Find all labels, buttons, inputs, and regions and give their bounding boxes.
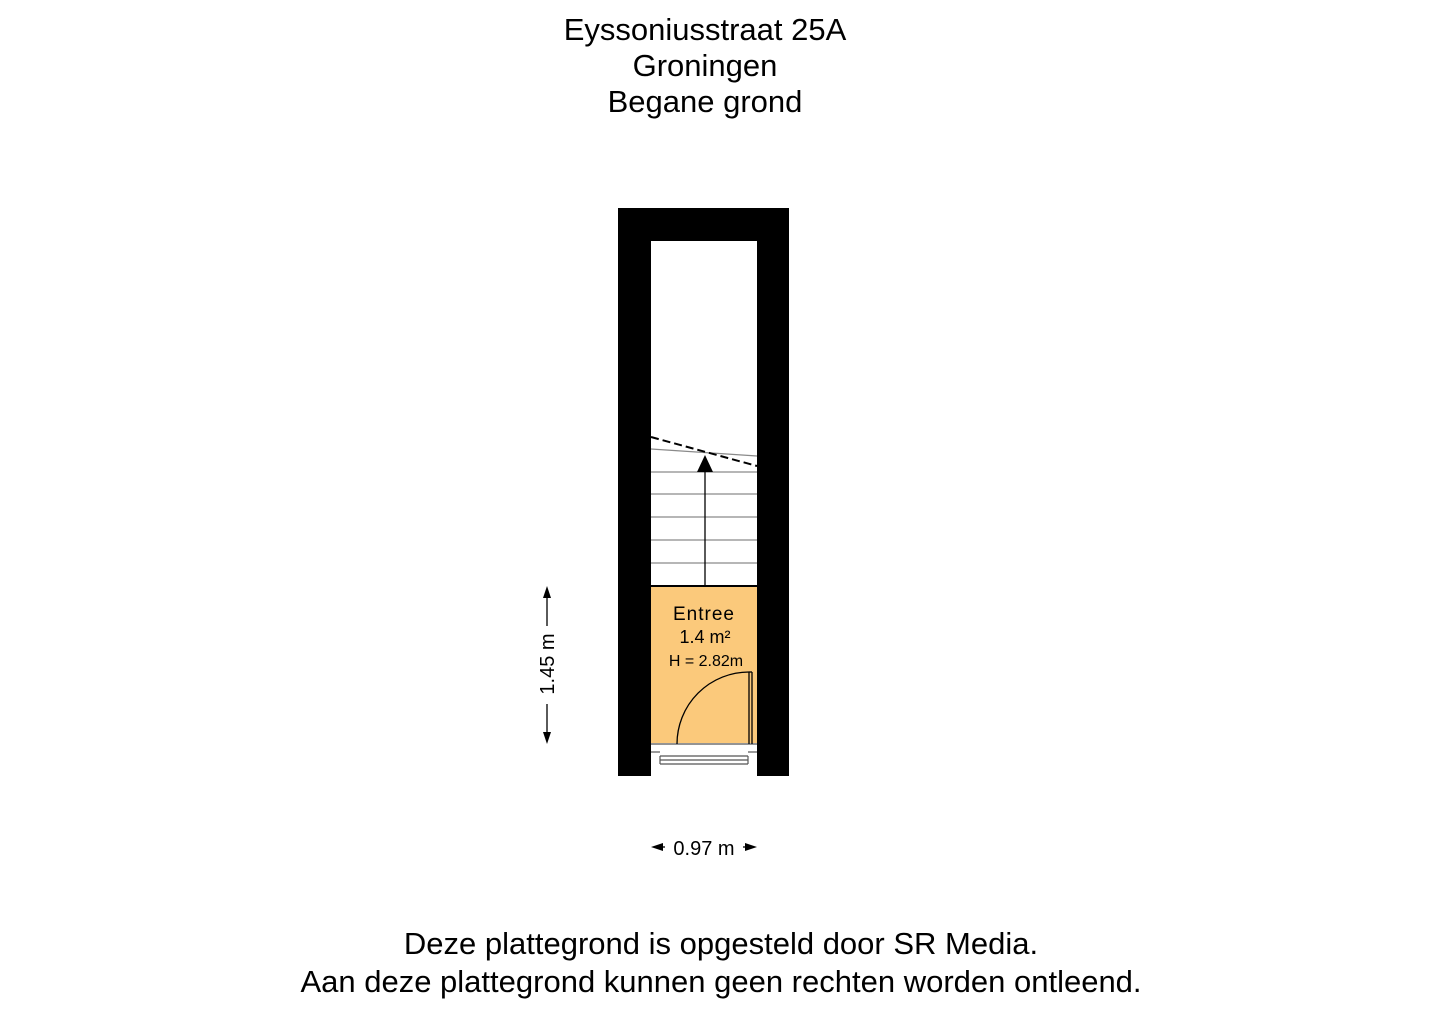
address-title: Eyssoniusstraat 25A [563,12,847,47]
room-name: Entree [673,604,735,625]
wall-right [757,208,789,776]
room-area: 1.4 m² [679,627,731,647]
vertical-dimension [537,586,559,744]
stair-direction-arrow-icon [697,455,713,472]
horizontal-dimension [651,838,757,860]
wall-left [618,208,651,776]
dim-arrow-up-icon [543,586,551,598]
floor-title: Begane grond [607,84,803,119]
dim-arrow-down-icon [543,732,551,744]
horizontal-dimension-label: 0.97 m [673,838,735,860]
door-threshold [651,744,757,764]
disclaimer-line-1: Deze plattegrond is opgesteld door SR Media. [403,926,1039,961]
city-title: Groningen [632,48,778,83]
vertical-dimension-label: 1.45 m [537,633,559,695]
disclaimer [0,925,1440,1001]
disclaimer-line-2: Aan deze plattegrond kunnen geen rechten worden ontleend. [300,964,1142,999]
room-height: H = 2.82m [668,653,744,670]
